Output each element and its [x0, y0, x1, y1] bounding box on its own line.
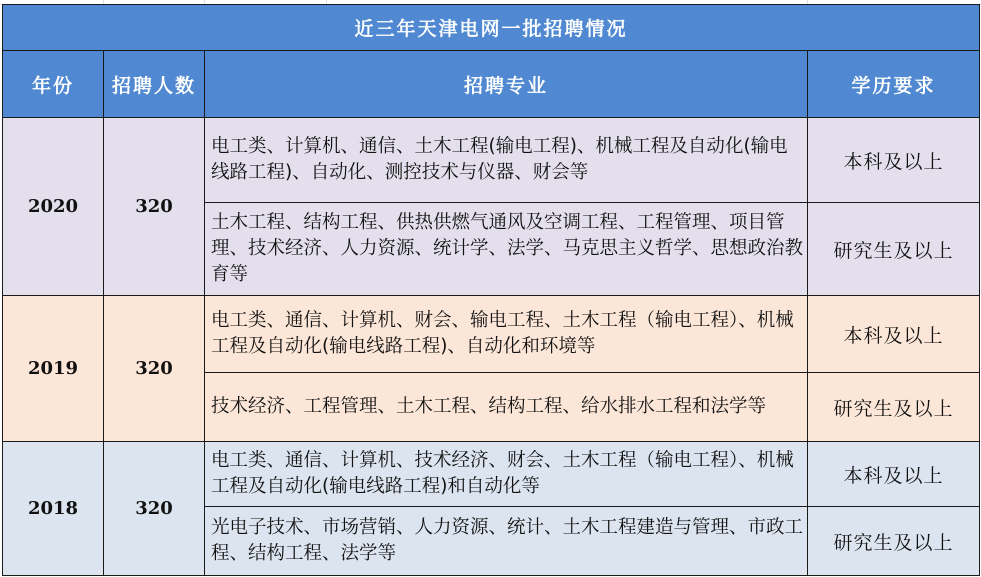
table-row: [3, 442, 980, 507]
header-row: [3, 51, 980, 118]
title-row: [3, 5, 980, 51]
education-cell: 研究生及以上: [808, 507, 980, 576]
year-cell: 2020: [3, 118, 104, 296]
majors-cell: 电工类、通信、计算机、技术经济、财会、土木工程（输电工程）、机械工程及自动化(输电线路工程)和自动化等: [205, 442, 808, 507]
majors-cell: 电工类、通信、计算机、财会、输电工程、土木工程（输电工程）、机械工程及自动化(输电线路工程)、自动化和环境等: [205, 296, 808, 373]
count-cell: 320: [104, 118, 205, 296]
majors-cell: 土木工程、结构工程、供热供燃气通风及空调工程、工程管理、项目管理、技术经济、人力资源、统计学、法学、马克思主义哲学、思想政治教育等: [205, 203, 808, 296]
header-year: 年份: [3, 51, 104, 118]
majors-cell: 电工类、计算机、通信、土木工程(输电工程)、机械工程及自动化(输电线路工程)、自动化、测控技术与仪器、财会等: [205, 118, 808, 203]
header-count: 招聘人数: [104, 51, 205, 118]
education-cell: 本科及以上: [808, 118, 980, 203]
majors-cell: 技术经济、工程管理、土木工程、结构工程、给水排水工程和法学等: [205, 373, 808, 442]
table-row: [3, 296, 980, 373]
header-education: 学历要求: [808, 51, 980, 118]
education-cell: 研究生及以上: [808, 373, 980, 442]
education-cell: 本科及以上: [808, 296, 980, 373]
year-cell: 2019: [3, 296, 104, 442]
count-cell: 320: [104, 442, 205, 576]
year-cell: 2018: [3, 442, 104, 576]
education-cell: 本科及以上: [808, 442, 980, 507]
header-majors: 招聘专业: [205, 51, 808, 118]
education-cell: 研究生及以上: [808, 203, 980, 296]
table-row: [3, 118, 980, 203]
majors-cell: 光电子技术、市场营销、人力资源、统计、土木工程建造与管理、市政工程、结构工程、法学等: [205, 507, 808, 576]
recruitment-table: [2, 4, 980, 576]
count-cell: 320: [104, 296, 205, 442]
table-title: 近三年天津电网一批招聘情况: [3, 5, 980, 51]
